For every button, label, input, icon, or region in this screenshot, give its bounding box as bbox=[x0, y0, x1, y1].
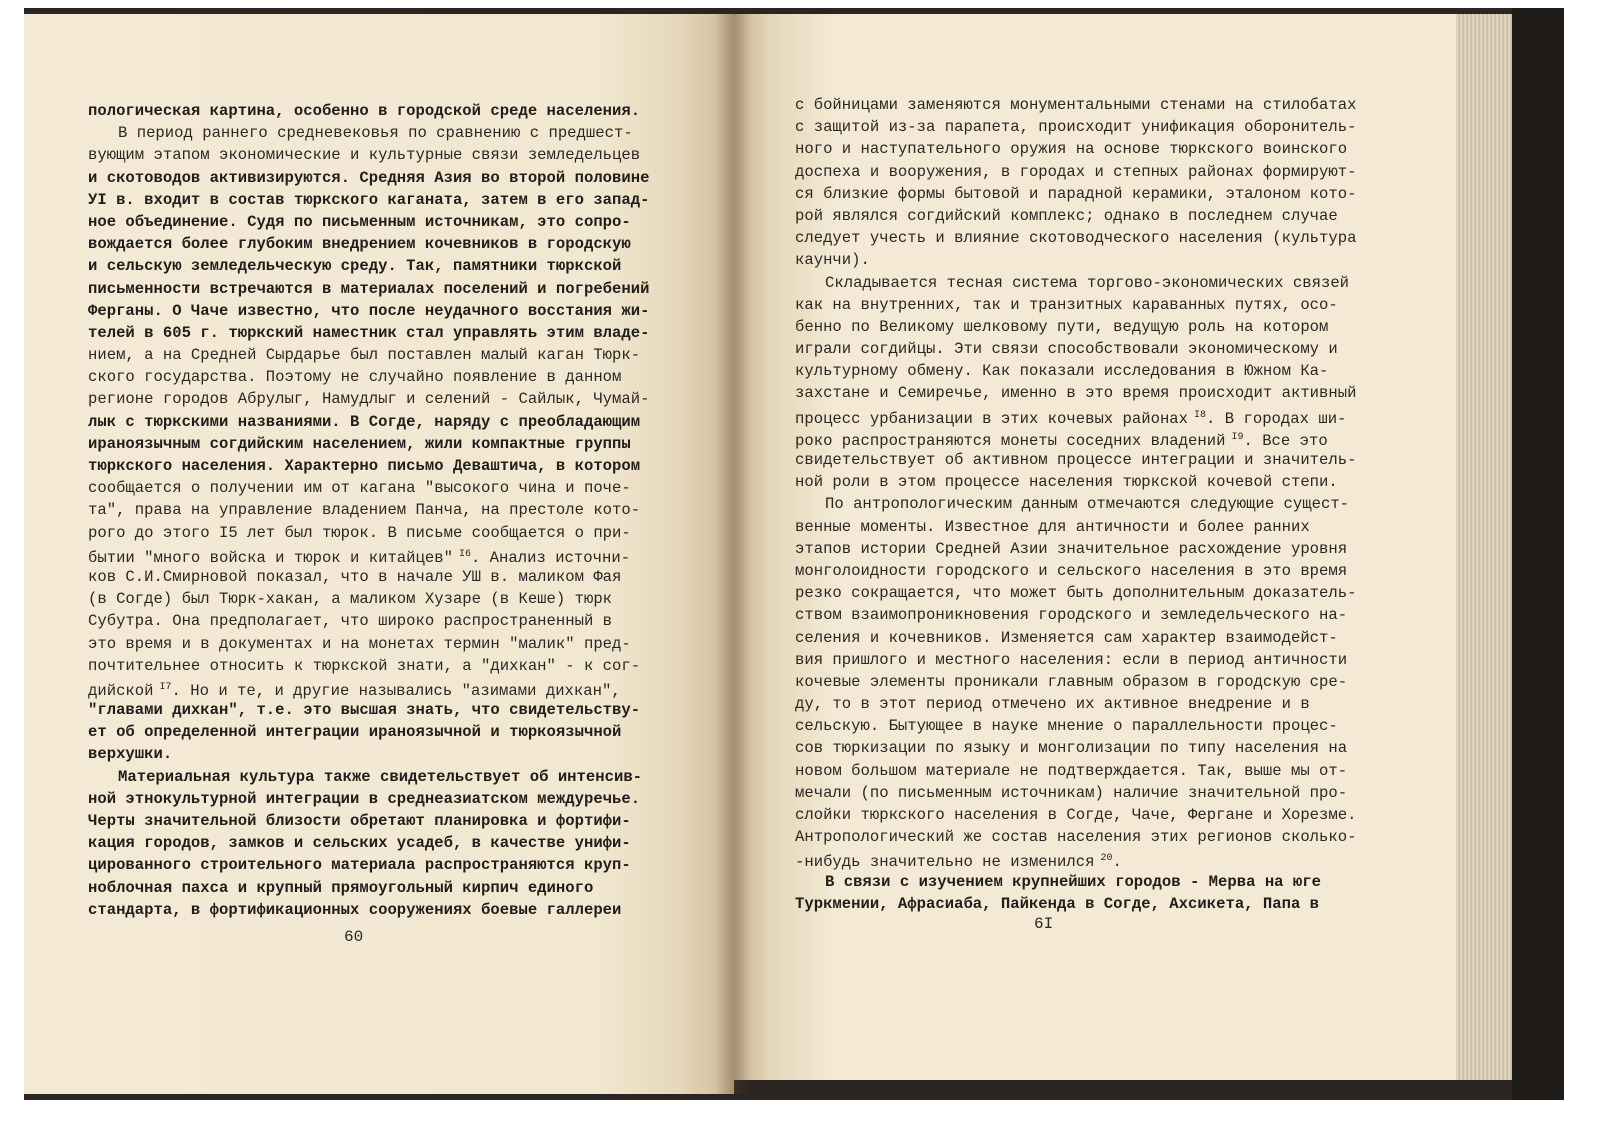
line-text: сов тюркизации по языку и монголизации по типу населения на bbox=[795, 739, 1348, 758]
line-text: этапов истории Средней Азии значительное расхождение уровня bbox=[795, 539, 1348, 558]
text-line bbox=[795, 183, 1357, 205]
line-text: телей в 605 г. тюркский наместник стал управлять этим владе- bbox=[88, 323, 650, 342]
line-text: дийской bbox=[88, 681, 154, 700]
line-text: ством взаимопроникновения городского и земледельческого на- bbox=[795, 606, 1348, 625]
text-line bbox=[88, 899, 633, 921]
line-text: ет об определенной интеграции ираноязычной и тюркоязычной bbox=[88, 723, 622, 742]
text-line bbox=[795, 560, 1350, 582]
line-text: вующим этапом экономические и культурные связи земледельцев bbox=[88, 146, 641, 165]
line-text: почтительнее относить к тюркской знати, а "дихкан" - к сог- bbox=[88, 656, 641, 675]
text-line bbox=[88, 677, 633, 699]
line-text: ского государства. Поэтому не случайно появление в данном bbox=[88, 368, 622, 387]
text-line bbox=[88, 477, 633, 499]
cover-edge bbox=[1512, 8, 1564, 1100]
text-line bbox=[795, 782, 1350, 804]
text-line bbox=[88, 877, 633, 899]
footnote-reference: I7 bbox=[153, 681, 172, 693]
line-text: доспеха и вооружения, в городах и степных районах формируют- bbox=[795, 162, 1357, 181]
line-text: кация городов, замков и сельских усадеб, в качестве унифи- bbox=[88, 834, 631, 853]
text-line bbox=[88, 721, 633, 743]
text-line bbox=[88, 278, 650, 300]
line-text: "главами дихкан", т.е. это высшая знать, что свидетельству- bbox=[88, 701, 641, 720]
line-text: селения и кочевников. Изменяется сам характер взаимодейст- bbox=[795, 628, 1338, 647]
text-line bbox=[795, 272, 1350, 294]
line-text: ираноязычным согдийским населением, жили компактные группы bbox=[88, 434, 631, 453]
line-text: стандарта, в фортификационных сооружениях боевые галлереи bbox=[88, 900, 622, 919]
line-text: ное объединение. Судя по письменным источникам, это сопро- bbox=[88, 212, 631, 231]
line-text: ся близкие формы бытовой и парадной керамики, эталоном кото- bbox=[795, 184, 1357, 203]
page-number-left: 60 bbox=[344, 928, 364, 946]
line-text: Туркмении, Афрасиаба, Пайкенда в Согде, Ахсикета, Папа в bbox=[795, 894, 1320, 913]
text-line bbox=[795, 671, 1350, 693]
line-text: ду, то в этот период отмечено их активное внедрение и в bbox=[795, 695, 1310, 714]
text-line bbox=[795, 382, 1357, 404]
text-line bbox=[88, 544, 633, 566]
line-text: -нибудь значительно не изменился bbox=[795, 853, 1095, 872]
line-text-continued: . bbox=[1112, 853, 1122, 872]
text-line bbox=[795, 893, 1350, 915]
text-line bbox=[795, 737, 1350, 759]
line-text: ной этнокультурной интеграции в среднеазиатском междуречье. bbox=[88, 789, 641, 808]
line-text: (в Согде) был Тюрк-хакан, а маликом Хузаре (в Кеше) тюрк bbox=[88, 590, 613, 609]
line-text: В период раннего средневековья по сравнению с предшест- bbox=[118, 124, 633, 143]
line-text: венные моменты. Известное для античности и более ранних bbox=[795, 517, 1310, 536]
line-text: Антропологический же состав населения этих регионов сколько- bbox=[795, 828, 1357, 847]
text-line bbox=[88, 167, 650, 189]
page-number-right: 6I bbox=[1034, 915, 1054, 933]
line-text: следует учесть и влияние скотоводческого населения (культура bbox=[795, 229, 1357, 248]
line-text: В связи с изучением крупнейших городов - Мерва на юге bbox=[825, 872, 1321, 891]
line-text: бытии "много войска и тюрок и китайцев" bbox=[88, 548, 453, 567]
line-text: Черты значительной близости обретают планировка и фортифи- bbox=[88, 812, 631, 830]
line-text: УI в. входит в состав тюркского каганата, затем в его запад- bbox=[88, 190, 650, 209]
text-line bbox=[88, 411, 641, 433]
line-text: с бойницами заменяются монументальными стенами на стилобатах bbox=[795, 96, 1357, 114]
line-text: сельскую. Бытующее в науке мнение о параллельности процес- bbox=[795, 717, 1338, 736]
text-line bbox=[88, 344, 641, 366]
text-line bbox=[795, 715, 1350, 737]
text-line bbox=[88, 189, 650, 211]
text-line bbox=[795, 205, 1350, 227]
right-page-text bbox=[795, 94, 1357, 915]
line-text: роко распространяются монеты соседних владений bbox=[795, 431, 1226, 450]
line-text: Ферганы. О Чаче известно, что после неудачного восстания жи- bbox=[88, 301, 650, 320]
text-line bbox=[795, 760, 1350, 782]
text-line bbox=[795, 338, 1350, 360]
line-text-continued: . Все это bbox=[1243, 431, 1328, 450]
line-text: тюркского населения. Характерно письмо Деваштича, в котором bbox=[88, 457, 641, 475]
line-text: письменности встречаются в материалах поселений и погребений bbox=[88, 279, 650, 298]
text-line bbox=[88, 499, 641, 521]
text-line bbox=[795, 538, 1350, 560]
text-line bbox=[88, 233, 633, 255]
text-line bbox=[88, 588, 633, 610]
line-text: та", права на управление владением Панча, на престоле кото- bbox=[88, 501, 641, 520]
text-line bbox=[88, 522, 633, 544]
line-text: монголоидности городского и сельского населения в это время bbox=[795, 561, 1348, 580]
text-line bbox=[795, 161, 1357, 183]
text-line bbox=[795, 826, 1357, 848]
book-gutter bbox=[715, 14, 751, 1094]
text-line bbox=[88, 655, 641, 677]
text-line bbox=[795, 848, 1350, 870]
line-text: сообщается о получении им от кагана "высокого чина и поче- bbox=[88, 479, 631, 498]
text-line bbox=[88, 854, 633, 876]
text-line bbox=[88, 832, 633, 854]
text-line bbox=[795, 227, 1357, 249]
line-text: каунчи). bbox=[795, 251, 870, 270]
text-line bbox=[88, 144, 641, 166]
text-line bbox=[795, 138, 1350, 160]
text-line bbox=[795, 493, 1350, 515]
line-text: нием, а на Средней Сырдарье был поставлен малый каган Тюрк- bbox=[88, 346, 641, 365]
line-text-continued: . В городах ши- bbox=[1206, 409, 1347, 428]
text-line bbox=[795, 471, 1350, 493]
text-line bbox=[795, 582, 1357, 604]
line-text: процесс урбанизации в этих кочевых районах bbox=[795, 409, 1189, 428]
text-line bbox=[88, 699, 641, 721]
text-line bbox=[795, 693, 1350, 715]
text-line bbox=[88, 766, 643, 788]
line-text: свидетельствует об активном процессе интеграции и значитель- bbox=[795, 451, 1357, 469]
text-line bbox=[795, 627, 1350, 649]
text-line bbox=[88, 255, 633, 277]
text-line bbox=[88, 743, 633, 765]
line-text: регионе городов Абрулыг, Намудлыг и селений - Сайлык, Чумай- bbox=[88, 390, 650, 409]
text-line bbox=[795, 316, 1350, 338]
text-line bbox=[88, 433, 633, 455]
line-text: ноблочная пахса и крупный прямоугольный кирпич единого bbox=[88, 878, 594, 897]
line-text: вия пришлого и местного населения: если в период античности bbox=[795, 650, 1348, 669]
page-edges bbox=[1456, 14, 1512, 1080]
footnote-reference: I6 bbox=[452, 548, 471, 560]
line-text: рого до этого I5 лет был тюрок. В письме сообщается о при- bbox=[88, 523, 631, 542]
text-line bbox=[795, 604, 1350, 626]
footnote-reference: 20 bbox=[1094, 853, 1113, 865]
text-line bbox=[88, 455, 641, 477]
line-text-continued: . Анализ источни- bbox=[470, 548, 631, 567]
line-text: играли согдийцы. Эти связи способствовали экономическому и bbox=[795, 340, 1338, 359]
line-text: ного и наступательного оружия на основе тюркского воинского bbox=[795, 140, 1348, 159]
text-line bbox=[88, 633, 633, 655]
line-text: пологическая картина, особенно в городской среде населения. bbox=[88, 102, 641, 120]
text-line bbox=[795, 360, 1350, 382]
line-text: и скотоводов активизируются. Средняя Азия во второй половине bbox=[88, 168, 650, 187]
line-text: По антропологическим данным отмечаются следующие сущест- bbox=[825, 495, 1350, 514]
text-line bbox=[795, 427, 1350, 449]
line-text: Материальная культура также свидетельствует об интенсив- bbox=[118, 767, 643, 786]
line-text: бенно по Великому шелковому пути, ведущую роль на котором bbox=[795, 317, 1329, 336]
line-text: цированного строительного материала распространяются круп- bbox=[88, 856, 631, 875]
text-line bbox=[795, 804, 1357, 826]
text-line bbox=[795, 449, 1357, 471]
text-line bbox=[795, 405, 1350, 427]
line-text: лык с тюркскими названиями. В Согде, наряду с преобладающим bbox=[88, 412, 641, 431]
line-text: ной роли в этом процессе населения тюркской кочевой степи. bbox=[795, 473, 1338, 492]
left-page-text bbox=[88, 100, 650, 921]
line-text: ков С.И.Смирновой показал, что в начале УШ в. маликом Фая bbox=[88, 567, 622, 586]
line-text: и сельскую земледельческую среду. Так, памятники тюркской bbox=[88, 257, 622, 276]
text-line bbox=[88, 610, 633, 632]
text-line bbox=[795, 94, 1357, 116]
line-text: с защитой из-за парапета, происходит унификация оборонитель- bbox=[795, 118, 1357, 137]
text-line bbox=[88, 100, 641, 122]
text-line bbox=[88, 788, 641, 810]
line-text-continued: . Но и те, и другие назывались "азимами дихкан", bbox=[171, 681, 621, 700]
text-line bbox=[795, 516, 1350, 538]
line-text: новом большом материале не подтверждается. Так, выше мы от- bbox=[795, 761, 1348, 780]
text-line bbox=[88, 366, 633, 388]
text-line bbox=[88, 211, 633, 233]
line-text: как на внутренних, так и транзитных караванных путях, осо- bbox=[795, 295, 1338, 314]
line-text: это время и в документах и на монетах термин "малик" пред- bbox=[88, 634, 631, 653]
line-text: Складывается тесная система торгово-экономических связей bbox=[825, 273, 1350, 292]
line-text: кочевые элементы проникали главным образом в городскую сре- bbox=[795, 672, 1348, 691]
text-line bbox=[795, 116, 1357, 138]
text-line bbox=[88, 388, 650, 410]
text-line bbox=[88, 566, 633, 588]
text-line bbox=[88, 322, 650, 344]
line-text: захстане и Семиречье, именно в это время происходит активный bbox=[795, 384, 1357, 403]
text-line bbox=[88, 300, 650, 322]
line-text: резко сокращается, что может быть дополнительным доказатель- bbox=[795, 584, 1357, 603]
footnote-reference: I9 bbox=[1225, 431, 1244, 443]
line-text: рой являлся согдийский комплекс; однако в последнем случае bbox=[795, 206, 1338, 225]
line-text: вождается более глубоким внедрением кочевников в городскую bbox=[88, 235, 631, 254]
line-text: верхушки. bbox=[88, 745, 173, 764]
line-text: мечали (по письменным источникам) наличие значительной про- bbox=[795, 783, 1348, 802]
text-line bbox=[795, 249, 1350, 271]
text-line bbox=[795, 649, 1350, 671]
text-line bbox=[795, 294, 1350, 316]
line-text: культурному обмену. Как показали исследования в Южном Ка- bbox=[795, 362, 1329, 381]
line-text: Субутра. Она предполагает, что широко распространенный в bbox=[88, 612, 613, 631]
text-line bbox=[88, 122, 633, 144]
text-line bbox=[88, 810, 633, 832]
footnote-reference: I8 bbox=[1188, 409, 1207, 421]
text-line bbox=[795, 871, 1350, 893]
line-text: слойки тюркского населения в Согде, Чаче, Фергане и Хорезме. bbox=[795, 806, 1357, 824]
